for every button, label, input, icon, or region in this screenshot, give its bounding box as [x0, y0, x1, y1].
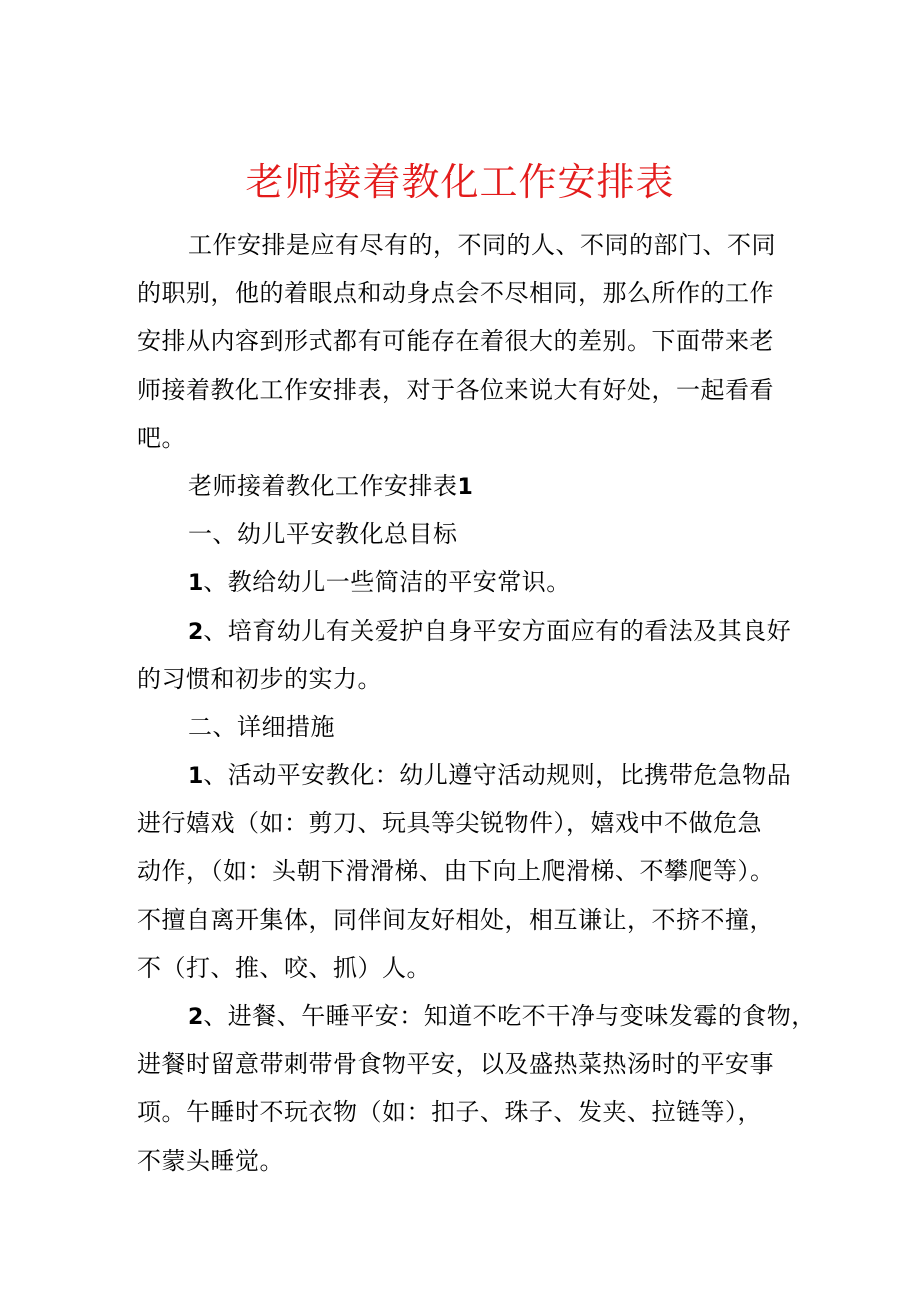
measure-item	[137, 992, 816, 1040]
document-body	[137, 221, 816, 1185]
goal-number: 2	[188, 619, 204, 645]
section-heading-text: 老师接着教化工作安排表	[188, 471, 458, 500]
goal-text-line: 的习惯和初步的实力。	[137, 664, 382, 693]
measure-text-line: 项。午睡时不玩衣物（如：扣子、珠子、发夹、拉链等），	[137, 1098, 762, 1127]
intro-line: 吧。	[137, 423, 186, 452]
measure-item	[137, 751, 797, 799]
goal-item	[137, 607, 797, 655]
part2-heading: 二、详细措施	[188, 712, 335, 741]
intro-line: 工作安排是应有尽有的，不同的人、不同的部门、不同	[188, 231, 776, 259]
page-title: 老师接着教化工作安排表	[245, 160, 675, 204]
goal-text: 、教给幼儿一些简洁的平安常识。	[203, 568, 571, 597]
measure-text-line: 进行嬉戏（如：剪刀、玩具等尖锐物件），嬉戏中不做危急	[137, 809, 762, 838]
intro-line: 安排从内容到形式都有可能存在着很大的差别。下面带来老	[137, 327, 774, 356]
part1-heading: 一、幼儿平安教化总目标	[188, 520, 458, 549]
measure-text-line: 不蒙头睡觉。	[137, 1146, 284, 1175]
section-heading-number: 1	[457, 474, 473, 500]
measure-number: 1	[188, 764, 204, 790]
measure-text-line: 不（打、推、咬、抓）人。	[137, 953, 431, 982]
section-heading	[137, 462, 797, 510]
intro-line: 的职别，他的着眼点和动身点会不尽相同，那么所作的工作	[137, 279, 774, 308]
measure-number: 2	[188, 1005, 204, 1030]
intro-line: 师接着教化工作安排表，对于各位来说大有好处，一起看看	[137, 375, 774, 404]
goal-number: 1	[188, 571, 204, 597]
measure-text-line: 动作，（如：头朝下滑滑梯、由下向上爬滑梯、不攀爬等）。	[137, 857, 775, 886]
goal-text: 、培育幼儿有关爱护自身平安方面应有的看法及其良好	[203, 616, 792, 645]
measure-text-line: 进餐时留意带刺带骨食物平安，以及盛热菜热汤时的平安事	[137, 1050, 774, 1079]
goal-item	[137, 558, 797, 606]
measure-text: 、活动平安教化：幼儿遵守活动规则，比携带危急物品	[203, 761, 792, 790]
measure-text: 、进餐、午睡平安：知道不吃不干净与变味发霉的食物，	[203, 1002, 816, 1030]
measure-text-line: 不擅自离开集体，同伴间友好相处，相互谦让，不挤不撞，	[137, 905, 774, 934]
